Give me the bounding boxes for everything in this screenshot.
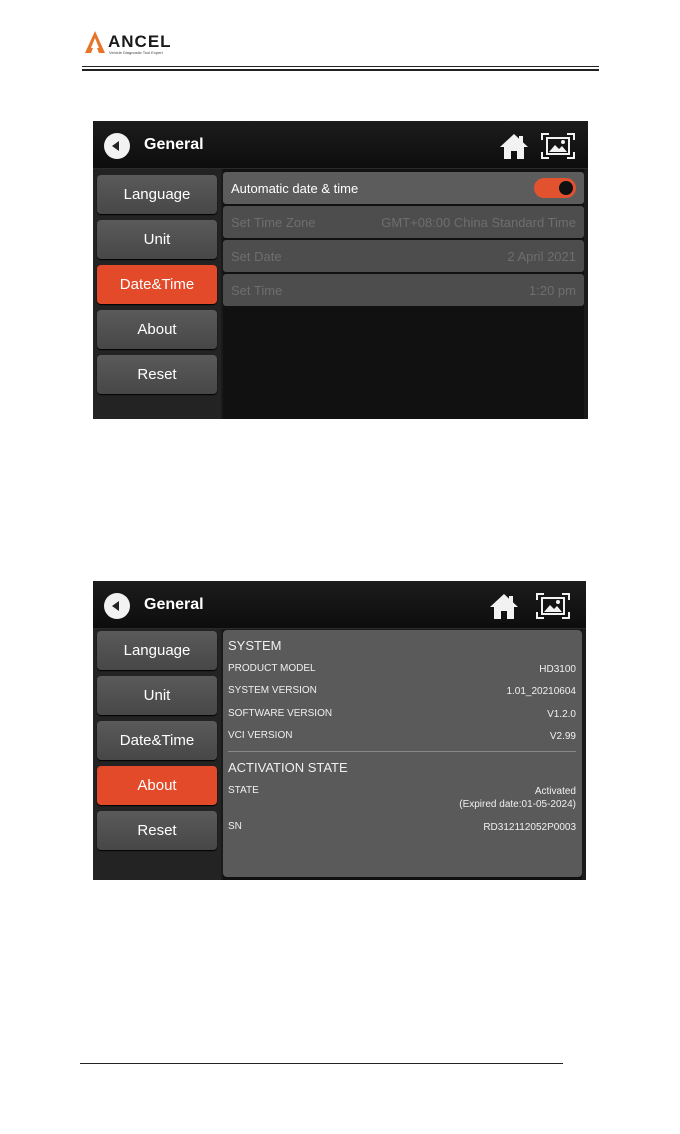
set-time-row (223, 274, 584, 306)
info-key: VCI VERSION (228, 730, 293, 741)
setting-label: Automatic date & time (231, 180, 359, 196)
serial-number-row (228, 821, 576, 834)
set-time-zone-row (223, 206, 584, 238)
title-bar (93, 581, 586, 629)
info-key: SN (228, 821, 242, 832)
menu-item-about[interactable]: About (97, 310, 217, 349)
menu-item-unit[interactable]: Unit (97, 676, 217, 715)
datetime-settings (223, 169, 584, 419)
back-button[interactable] (104, 133, 130, 159)
setting-value: 2 April 2021 (507, 248, 576, 264)
menu-item-unit[interactable]: Unit (97, 220, 217, 259)
software-version-row (228, 708, 576, 721)
page-title: General (144, 596, 204, 613)
state-value: Activated (534, 786, 576, 797)
set-date-row (223, 240, 584, 272)
system-version-row (228, 685, 576, 698)
about-panel (223, 630, 582, 877)
brand-name: ANCEL (108, 32, 172, 51)
info-value: HD3100 (539, 664, 576, 675)
setting-label: Set Date (231, 248, 282, 264)
screenshot-icon[interactable] (541, 133, 575, 159)
screenshot-icon[interactable] (536, 593, 570, 619)
menu-item-language[interactable]: Language (97, 631, 217, 670)
menu-item-reset[interactable]: Reset (97, 811, 217, 850)
menu-item-about[interactable]: About (97, 766, 217, 805)
product-model-row (228, 663, 576, 676)
vci-version-row (228, 730, 576, 743)
setting-value: GMT+08:00 China Standard Time (381, 214, 576, 230)
home-icon[interactable] (499, 132, 529, 160)
settings-menu (93, 629, 221, 880)
menu-item-date-time[interactable]: Date&Time (97, 265, 217, 304)
brand-tagline: Vehicle Diagnostic Tool Expert (109, 50, 163, 55)
header-rule-thick (82, 69, 599, 71)
automatic-date-time-row[interactable] (223, 172, 584, 204)
info-key: SYSTEM VERSION (228, 685, 317, 696)
ancel-logo-mark-icon (84, 30, 106, 54)
about-screen (93, 581, 586, 880)
settings-menu (93, 169, 221, 419)
activation-section-title: ACTIVATION STATE (228, 760, 348, 775)
info-value: V2.99 (549, 731, 576, 742)
title-bar (93, 121, 588, 169)
section-divider (228, 751, 576, 752)
info-value: 1.01_20210604 (506, 686, 576, 697)
setting-label: Set Time Zone (231, 214, 316, 230)
info-value: V1.2.0 (547, 709, 576, 720)
about-content (223, 630, 582, 880)
expiry-date: (Expired date:01-05-2024) (459, 799, 576, 810)
system-section-title: SYSTEM (228, 638, 282, 653)
automatic-date-time-toggle[interactable] (534, 178, 576, 198)
activation-state-row (228, 785, 576, 811)
menu-item-reset[interactable]: Reset (97, 355, 217, 394)
page-title: General (144, 136, 204, 153)
menu-item-language[interactable]: Language (97, 175, 217, 214)
header-rule (82, 66, 599, 67)
datetime-screen (93, 121, 588, 419)
info-key: PRODUCT MODEL (228, 663, 316, 674)
info-value: RD312112052P0003 (483, 822, 576, 833)
info-value (459, 785, 576, 811)
info-key: SOFTWARE VERSION (228, 708, 333, 719)
home-icon[interactable] (489, 592, 519, 620)
info-key: STATE (228, 785, 259, 796)
setting-value: 1:20 pm (529, 282, 576, 298)
back-button[interactable] (104, 593, 130, 619)
ancel-logo (84, 30, 172, 54)
setting-label: Set Time (231, 282, 283, 298)
footer-rule (80, 1063, 563, 1064)
menu-item-date-time[interactable]: Date&Time (97, 721, 217, 760)
